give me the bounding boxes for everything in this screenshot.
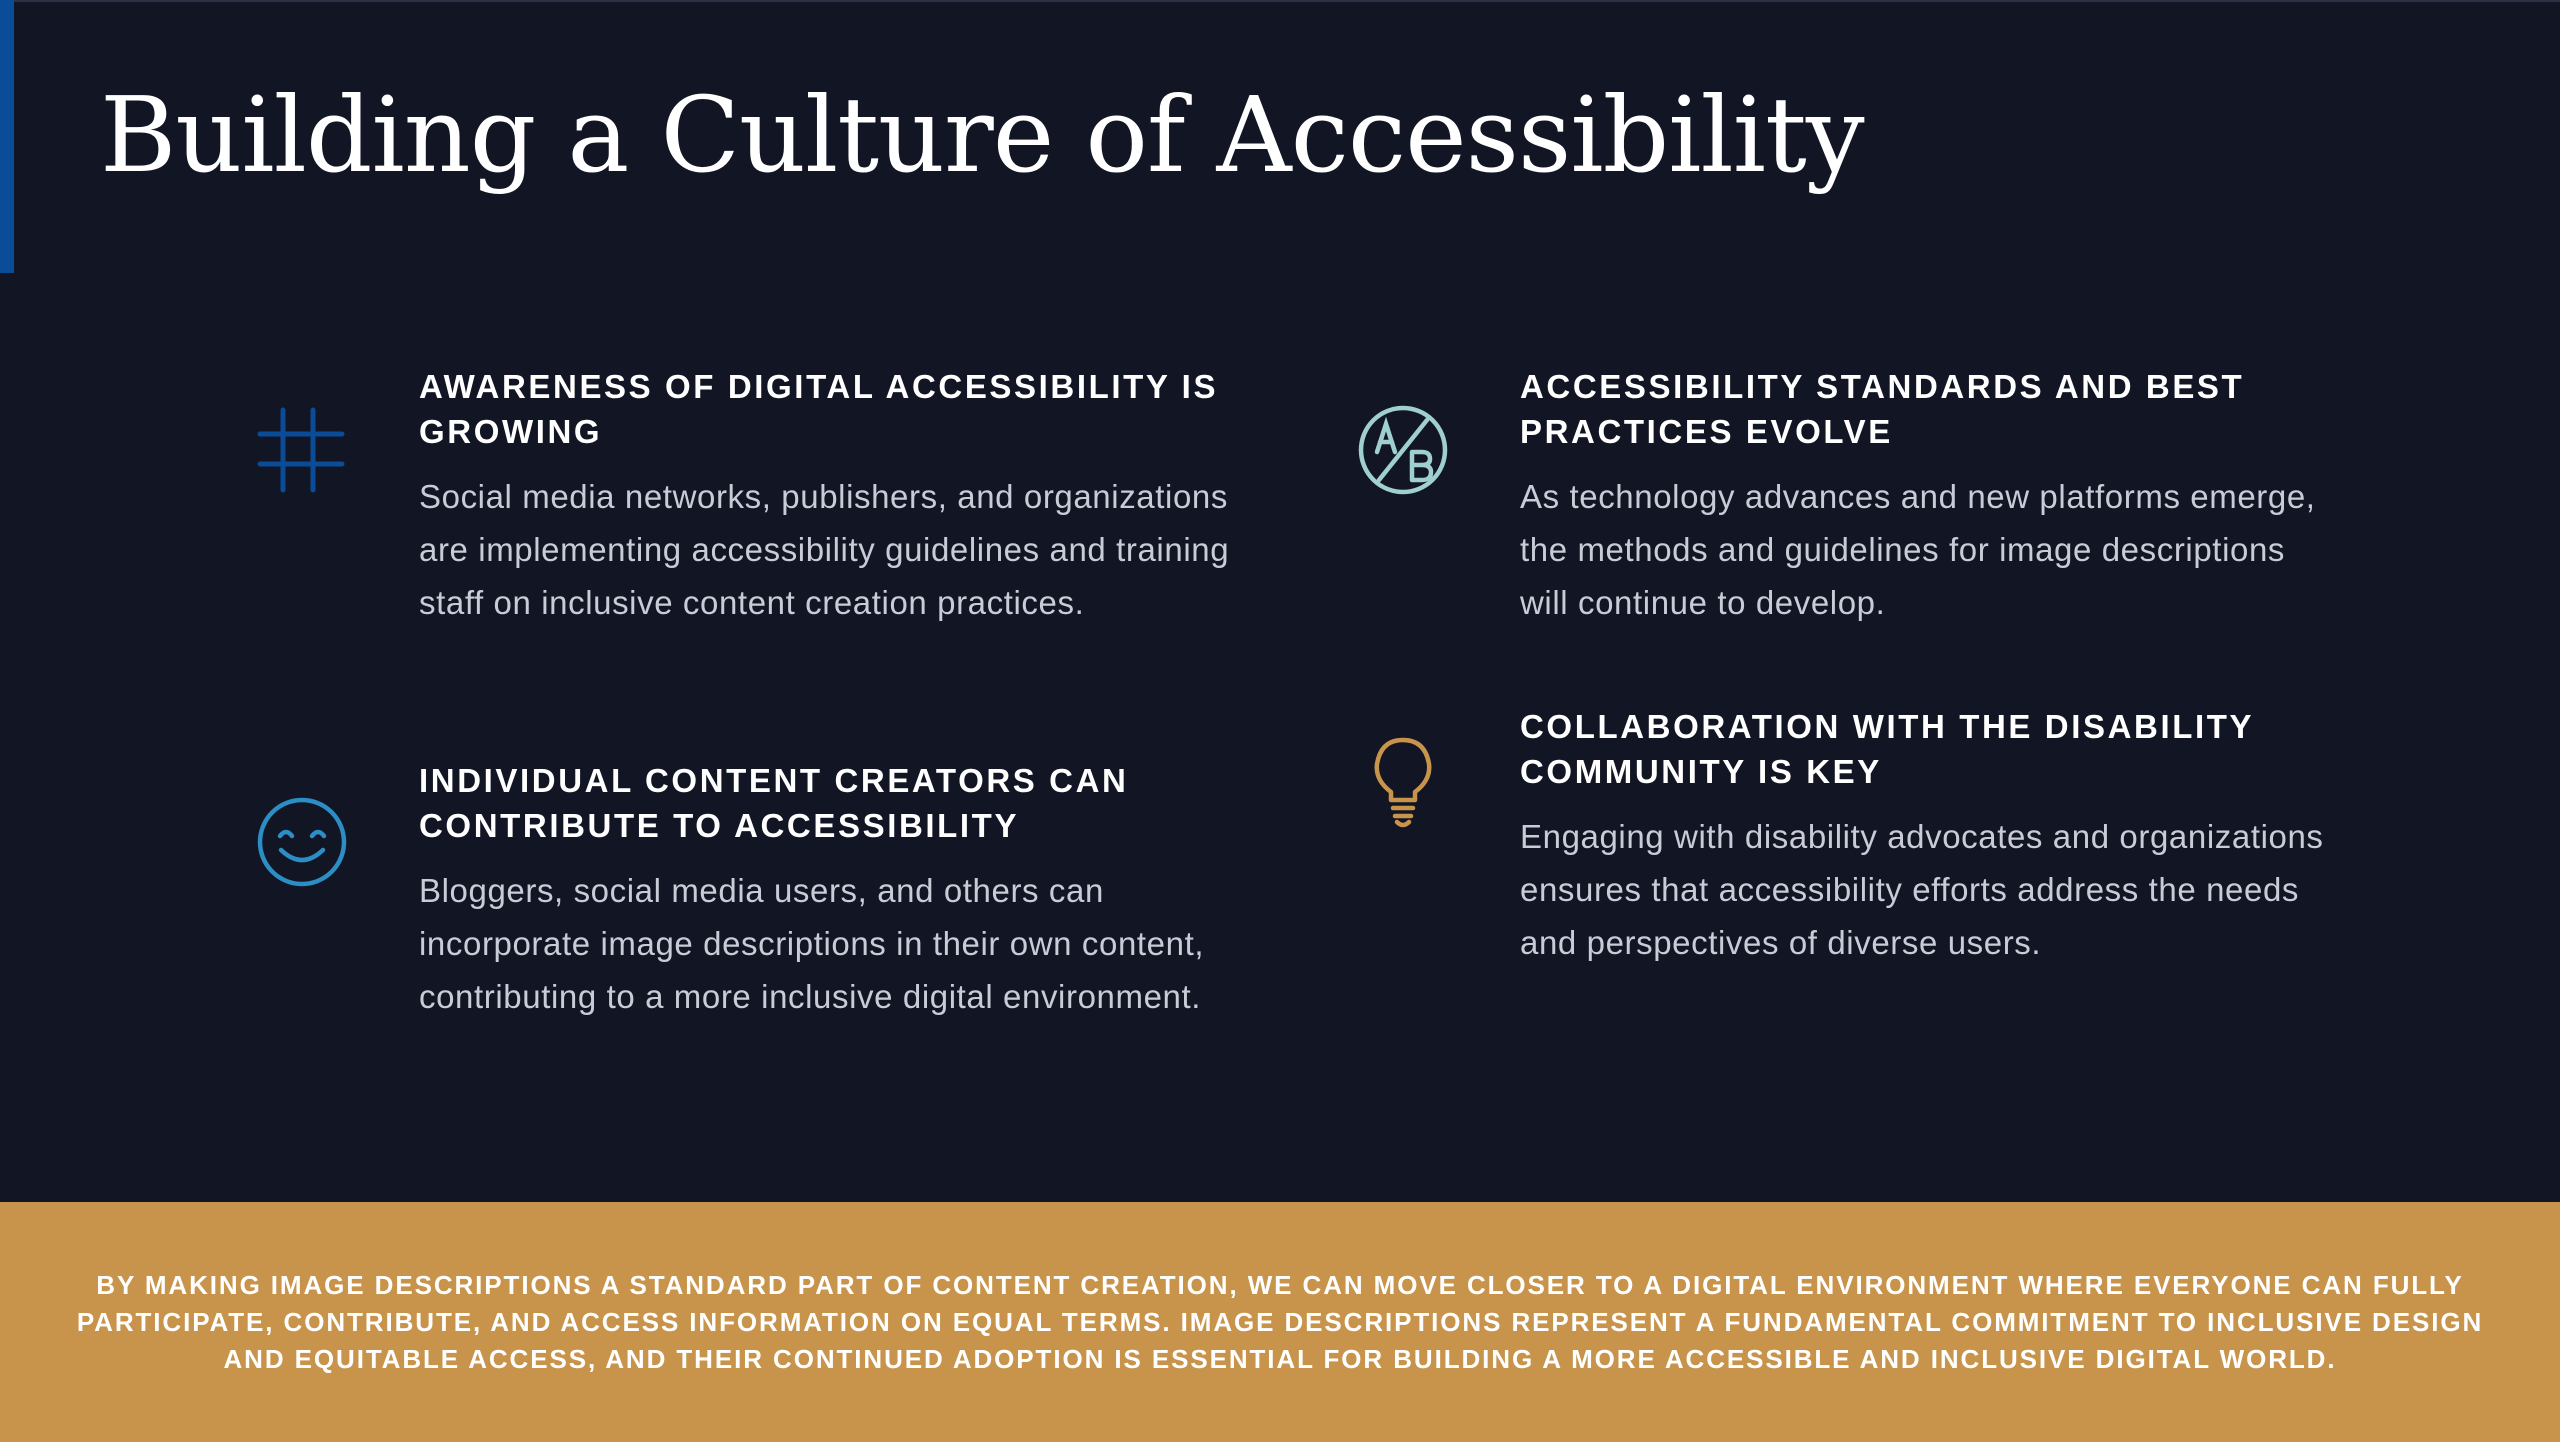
point-awareness <box>419 364 1239 629</box>
point-heading: INDIVIDUAL CONTENT CREATORS CAN CONTRIBUTE TO ACCESSIBILITY <box>419 762 1129 844</box>
title-accent-bar <box>0 0 14 273</box>
smiley-face-icon <box>254 794 350 890</box>
point-heading: COLLABORATION WITH THE DISABILITY COMMUNITY IS KEY <box>1520 708 2254 790</box>
ab-test-icon <box>1355 402 1451 498</box>
lightbulb-icon <box>1355 734 1451 830</box>
point-heading: ACCESSIBILITY STANDARDS AND BEST PRACTICES EVOLVE <box>1520 368 2245 450</box>
point-heading: AWARENESS OF DIGITAL ACCESSIBILITY IS GROWING <box>419 368 1219 450</box>
slide-title: Building a Culture of Accessibility <box>100 74 1864 196</box>
point-body: Bloggers, social media users, and others can incorporate image descriptions in their own content, contributing to a more inclusive digital environment. <box>419 872 1205 1015</box>
top-border <box>0 0 2560 2</box>
point-body: Social media networks, publishers, and organizations are implementing accessibility guidelines and training staff on inclusive content creation practices. <box>419 478 1230 621</box>
point-standards <box>1520 364 2340 629</box>
point-body: As technology advances and new platforms emerge, the methods and guidelines for image descriptions will continue to develop. <box>1520 478 2316 621</box>
point-body: Engaging with disability advocates and organizations ensures that accessibility efforts address the needs and perspectives of diverse users. <box>1520 818 2324 961</box>
point-creators <box>419 758 1239 1023</box>
hashtag-icon <box>254 402 350 498</box>
point-collaboration <box>1520 704 2340 969</box>
conclusion-text: BY MAKING IMAGE DESCRIPTIONS A STANDARD PART OF CONTENT CREATION, WE CAN MOVE CLOSER TO A DIGITAL ENVIRONMENT WHERE EVERYONE CAN FULLY PARTICIPATE, CONTRIBUTE, AND ACCESS INFORMATION ON EQUAL TERMS. IMAGE DESCRIPTIONS REPRESENT A FUNDAMENTAL COMMITMENT TO INCLUSIVE DESIGN AND EQUITABLE ACCESS, AND THEIR CONTINUED ADOPTION IS ESSENTIAL FOR BUILDING A MORE ACCESSIBLE AND INCLUSIVE DIGITAL WORLD. <box>76 1269 2484 1374</box>
conclusion-banner <box>0 1202 2560 1442</box>
